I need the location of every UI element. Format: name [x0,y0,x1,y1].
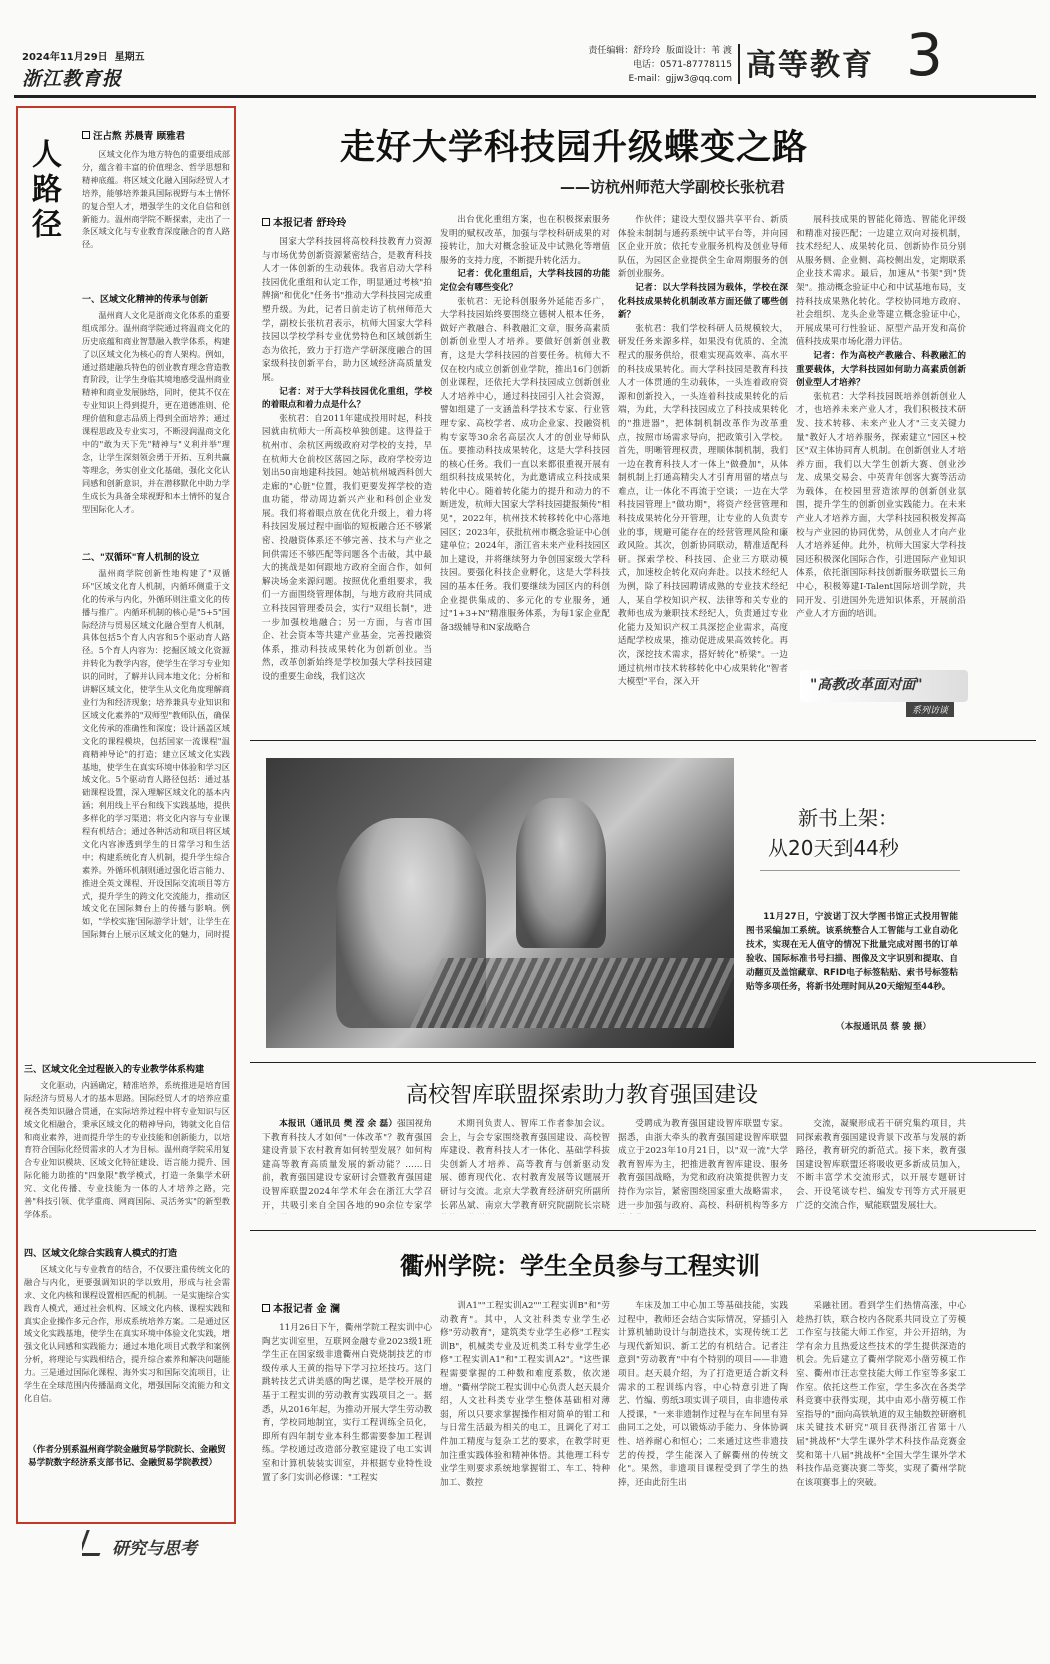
section1-heading: 一、区域文化精神的传承与创新 [82,295,209,305]
think-tank-col3: 受聘成为教育强国建设智库联盟专家。据悉，由浙大牵头的教育强国建设智库联盟成立于2023年10月21日，以"双一流"大学教育智库为主，把推进教育智库建设、服务教育强国战略，为党和政府决策提供智力支持作为宗旨，紧密围绕国家重大战略需求，进一步加强与政府、高校、科研机构等多方 [618,1119,788,1211]
main-article-bottom-rule [250,740,1036,741]
masthead-divider [738,44,740,84]
left-article-author-note: （作者分别系温州商学院金融贸易学院院长、金融贸易学院数字经济系支部书记、金融贸易学院教授） [28,1445,226,1468]
think-tank-col2: 术期刊负责人、智库工作者参加会议。会上，与会专家围绕教育强国建设、高校智库建设、教育科技人才一体化、基础学科拔尖创新人才培养、高等教育与创新驱动发展、德育现代化、农村教育发展等议题展开研讨与交流。北京大学教育经济研究所副所长郭丛斌、南京大学教育研究院副院长宗晓 [440,1119,610,1211]
designer-name: 版面设计：苇 渡 [666,46,732,56]
email: E-mail：gjjw3@qq.com [628,74,732,84]
section3-heading: 三、区域文化全过程嵌入的专业教学体系构建 [24,1065,205,1075]
left-article-authors: 汪占熬 苏晨青 顾雅君 [82,128,232,142]
date: 2024年11月29日 [22,52,108,63]
photo-feature-credit: （本报通讯员 蔡 骏 摄） [836,1022,931,1032]
think-tank-col1: 本报讯（通讯员 樊 滢 余 磊）强国视角下教育科技人才如何"一体改革"？教育强国建设背景下农村教育如何转型发展？如何构建高等教育高质量发展的新动能？……日前，教育强国建设专家研讨会暨教育强国建设智库联盟2024年学术年会在浙江大学召开，共吸引来自全国各地的90余位专家学 [262,1119,432,1211]
main-article-title: 走好大学科技园升级蝶变之路 [340,128,809,168]
think-tank-title: 高校智库联盟探索助力教育强国建设 [406,1083,759,1108]
issue-date [22,48,145,63]
main-article-byline: 本报记者 舒玲玲 [262,214,346,229]
main-article-col3: 作伙伴；建设大型仪器共享平台、新质体验未制制与通药系统中试平台等，并向园区企业开放；依托专业服务机构及创业导师队伍，为园区企业提供全生命周期服务的创新创业服务。 记者：以大学科技园为载体，学校在深化科技成果转化机制改革方面还做了哪些创新？ 张杭君：我们学校科研人员规模较大，研发任务来源多样，如果没有优质的、全流程式的服务供给，很难实现高效率、高水平的科技成果转化。而大学科技园是教育科技人才一体贯通的生动载体，一头连着政府资源和创新投入，一头连着科技成果转化的后端，为此，大学科技园成立了科技成果转化的"推进器"，把体制机制改革作为改革重点，按照市场需求导向，把政策引入学校。首先，明晰管理权责，理顺体制机制，我们一边在教育科技人才一体上"做叠加"，从体制机制上打通高精尖人才引育用留的堵点与难点，让一体化不再流于空谈；一边在大学科技园管理上"做功期"，将资产经营管理和科技成果转化分开管理，让专业的人负责专业的事，规避可能存在的经营管理风险和廉政风险。其次，创新协同联动，精准适配科研。探索学校、科技园、企业三方联动模式，加速校企转化双向奔赴。以技术经纪人为例，除了科技园聘请成熟的专业技术经纪人，某自学校知识产权、法律等和关专业的教师也成为兼职技术经纪人，负责通过专业化能力及知识产权工具深挖企业需求，高度适配学校成果，推动促进成果高效转化。再次，深挖技术需求，搭好转化"桥梁"。一边通过杭州市技术转移转化中心成果转化"智者大模型"平台，深入开 [618,215,788,688]
quzhou-byline: 本报记者 金 澜 [262,1300,340,1315]
quzhou-col1: 11月26日下午，衢州学院工程实训中心陶艺实训室里，互联网金融专业2023级1班学生正在国家级非遗衢州白瓷烧制技艺的市级传承人王黄的指导下学习拉坯技巧。这门跳转技艺式讲美感的陶艺课，是学校开展的基于工程实训的劳动教育实践项目之一。据悉，从2016年起，为推动开展大学生劳动教育，学校同地制宜，实行工程训练全员化，即所有四年制专业本科生都需要参加工程训练。学校通过改造部分教室建设了电工实训室和计算机装装实训室，并根据专业特性设置了多门实训必修课："工程实 [262,1323,432,1483]
pen-icon [82,1530,109,1556]
think-tank-byline: 本报讯（通讯员 樊 滢 余 磊） [279,1119,398,1129]
quzhou-col3: 车床及加工中心加工等基础技能，实践过程中，教师还会结合实际情况，穿插引入计算机辅助设计与制造技术，实现传统工艺与现代新知识、新工艺的有机结合。记者注意到"劳动教育"中有个特别的项目——非遗项目。赵天晨介绍，为了打造更适合新文科需求的工程训练内容，中心特意引进了陶艺、竹编、剪纸3项实训子项目，由非遗传承人授课，"一来非遗制作过程与在车间里有异曲同工之处，可以锻炼动手能力、身体协调性、培养耐心和恒心；二来通过这些非遗技艺的传授，学生能深入了解衢州的传统文化"。果然，非遗项目课程受到了学生的热捧，还由此衍生出 [618,1301,788,1488]
photo-feature-title1: 新书上架： [798,806,898,830]
question-2: 记者：优化重组后，大学科技园的功能定位会有哪些变化？ [440,269,610,293]
section2-heading: 二、"双循环"育人机制的设立 [82,553,200,563]
section-title: 高等教育 [746,48,874,83]
left-article-section2: 二、"双循环"育人机制的设立 温州商学院创新性地构建了"双循环"区域文化育人机制，内循环侧重于文化的传承与内化，外循环则注重文化的传播与推广。内循环机制的核心是"5+5"国际经济与贸易区域文化融合型育人机制，具体包括5个育人内容和5个驱动育人路径。5个育人内容为：挖掘区域文化资源并转化为教学内容，使学生在学习专业知识的同时，了解并认同本地文化；分析和讲解区域文化，使学生从文化角度理解商业行为和经济现象；培养兼具专业知识和区域文化素养的"双师型"教师队伍，确保文化传承的准确性和深度；设计涵盖区域文化的课程模块，包括国家一流课程"温商精神导论"的打造；建立区域文化实践基地，使学生在真实环境中体验和学习区域文化。5个驱动育人路径包括：通过基础课程设置，深入理解区域文化的基本内涵；利用线上平台和线下实践基地，提供多样化的学习渠道；将文化内容与专业课程有机结合；通过各种活动和项目将区域文化内容渗透到学生的日常学习和生活中；构建系统化育人机制，提升学生综合素养。外循环机制则通过强化语言能力、推进全英文课程、开设国际交流项目等方式，提升学生的跨文化交流能力，推动区域文化在国际舞台上的传播与影响。例如，"学校实施'国际游学计划'，让学生在国际舞台上展示区域文化的魅力，同时提 [82,553,230,940]
series-logo: "高教改革面对面" 系列访谈 [800,666,970,720]
left-article-intro: 区域文化作为地方特色的重要组成部分，蕴含着丰富的价值理念、哲学思想和精神底蕴。将区域文化融入国际经贸人才培养，能够培养兼具国际视野与本土情怀的复合型人才，增强学生的文化自信和创新能力。温州商学院不断探索，走出了一条区域文化与专业教育深度融合的育人路径。 [82,149,230,250]
question-4: 记者：作为高校产教融合、科教融汇的重要载体，大学科技园如何助力高素质创新创业型人才培养？ [796,350,966,389]
left-article-section4: 四、区域文化综合实践育人模式的打造 区域文化与专业教育的结合，不仅要注重传统文化的融合与内化，更要强调知识的学以致用，形成与社会需求、文化内核和课程设置相匹配的机制。一是实施综合实践育人模式，通过社会机构、区域文化内核、课程实践和真实企业操作多元合作，形成系统培养方案。二是通过区域文化实践基地，使学生在真实环境中体验文化实践，增强文化认同感和实践能力；通过本地化项目式教学和案例分析，将理论与实践相结合，提升综合素养和解决问题能力。三是通过国际化课程、海外实习和国际交流项目，让学生在全球范围内传播温商文化，增强国际交流能力和文化自信。 [24,1249,230,1403]
page-number: 3 [906,22,943,88]
phone: 电话：0571-87778115 [633,60,732,70]
quzhou-col2: 训A1""工程实训A2""工程实训B"和"劳动教育"。其中，人文社科类专业学生必修"劳动教育"，建筑类专业学生必修"工程实训B"，机械类专业及近机类工科专业学生必修"工程实训A1"和"工程实训A2"。"这些课程需要掌握的工种数和难度系数，依次递增。"衢州学院工程实训中心负责人赵天晨介绍，人文社科类专业学生整体基础相对薄弱，所以只要求掌握操作相对简单的钳工和与日常生活最为相关的电工，且调化了对工件加工精度与复杂工艺的要求，在教学时更加注重实践体验和精神体悟。其他理工科专业学生则要求系统地掌握钳工、车工、特种加工、数控 [440,1301,610,1488]
question-3: 记者：以大学科技园为载体，学校在深化科技成果转化机制改革方面还做了哪些创新？ [618,282,788,321]
masthead-rule [14,95,1036,98]
photo-feature-caption: 11月27日，宁波诺丁汉大学图书馆正式投用智能图书采编加工系统。该系统整合人工智能与工业自动化技术，实现在无人值守的情况下批量完成对图书的订单验收、国际标准书号扫描、图像及文字识别和提取、自动翻页及盖馆藏章、RFID电子标签粘贴、索书号标签粘贴等多项任务，将新书处理时间从20天缩短至44秒。 [746,912,958,992]
left-article-section1: 一、区域文化精神的传承与创新 温州商人文化是浙商文化体系的重要组成部分。温州商学院通过将温商文化的历史底蕴和商业智慧融入教学体系，构建了以区域文化为核心的育人架构。例如，通过搭建融兵特色的创业教育理念营造教育阶段，让学生身临其境地感受温州商业精神和商业发展脉络，同时，使其不仅在专业知识上得到提升，更在道德准则、伦理价值和意志品质上得到全面培养；通过课程思政及专业实习，不断浸润温商文化中的"敢为天下先"精神与"义利并举"理念，让学生深刻领会勇于开拓、互利共赢等理念，务实创业文化基础，强化文化认同感和创新意识，并在潜移默化中助力学生成长为具备全球视野和本土情怀的复合型国际化人才。 [82,295,230,514]
main-article-subtitle: ——访杭州师范大学副校长张杭君 [560,178,786,196]
photo-feature-title2: 从20天到44秒 [768,836,899,860]
main-article-col2: 出台优化重组方案，也在积极探索服务发明的赋权改革，加强与学校科研成果的对接转让，加大对概念验证及中试熟化等增值服务的支持力度，不断提升转化活力。 记者：优化重组后，大学科技园的功能定位会有哪些变化？ 张杭君：无论科创服务外延能否多广，大学科技园始终要围绕立德树人根本任务，做好产教融合、科教融汇文章，服务高素质创新创业型人才培养。要做好创新创业教育，这是大学科技园的首要任务。杭师大不仅在校内成立创新创业学院，推出16门创新创业课程，还依托大学科技园成立创新创业人才培养中心，通过科技园引入社会资源，譬如组建了一支涵盖科学技术专家、行业管理专家、高校学者、成功企业家、投融资机构专家等30余名高层次人才的创业导师队伍。要推动科技成果转化，这是大学科技园的核心任务。我们一直以来都很重视开展有组织科技成果转化，为此邀请成立科技成果转化中心。随着转化能力的提升和动力的不断迸发，杭师大国家大学科技园捷报频传"相见"，2022年，杭州技术转移转化中心落地园区；2023年，获批杭州市概念验证中心创建单位；2024年，浙江省未来产业科技园区加上建设，并将继续努力争创国家级大学科技园。要强化科技企业孵化，这是大学科技园的基本任务。我们要继续为园区内的科创企业提供集成的、多元化的专业服务，通过"1+3+N"精准服务体系，为每1家企业配备3级辅导和N家战略合 [440,215,610,633]
editor-name: 责任编辑：舒玲玲 [588,46,661,56]
main-article-col4: 展科技成果的智能化筛选、智能化评级和精准对接匹配；一边建立双向对接机制，技术经纪人、成果转化员、创新协作员分别从服务侧、企业侧、高校侧出发，定期联系企业技术需求。最后，加速从"书架"到"货架"。推动概念验证中心和中试基地布局，支持科技成果熟化转化。学校协同地方政府、社会组织、龙头企业等建立概念验证中心，开展成果可行性验证、原型产品开发和高价值科技成果市场化潜力评估。 记者：作为高校产教融合、科教融汇的重要载体，大学科技园如何助力高素质创新创业型人才培养？ 张杭君：大学科技园既培养创新创业人才，也培养未来产业人才，我们积极技术研发、技术转移、未来产业人才"三支关键力量"教好人才培养服务，探索建立"园区+校区"双主体协同育人机制。在创新创业人才培养方面，我们以大学生创新大赛、创业沙龙、成果交易会、中英青年创客大赛等活动为载体，在校园里营造浓厚的创新创业氛围，提升学生的创新创业实践能力。在未来产业人才培养方面，大学科技园积极发挥高校与产业园的协同优势，从创业人才向产业人才培养延伸。此外，杭师大国家大学科技园还积极深化国际合作，引进国际产业知识体系，依托浙国际科技创新服务联盟长三角中心，积极筹建I-Talent国际培训学院，共同开发、引进国外先进知识体系，开展前沿产业人才方面的培训。 [796,215,966,620]
photo-bottom-rule [250,1062,1036,1063]
left-article-section3: 三、区域文化全过程嵌入的专业教学体系构建 文化驱动，内涵确定，精准培养，系统推进是培育国际经济与贸易人才的基本思路。国际经贸人才的培养应重视各类知识融合贯通，在实际培养过程中将专业知识与区域文化相融合，秉承区域文化的精神导向，铸就文化自信和商业素养，进而提升学生的专业技能和创新能力，以培育符合国际化经贸需求的人才为目标。温州商学院采用复合专业知识模块、区域文化特征建设、语言能力提升、国际化能力助推的"四象限"教学模式，打造一条集学术研究、文化传播、专业技能为一体的人才培养之路，完善"科技引领、优学重商、网商国际、灵活务实"的新型教学体系。 [24,1065,230,1219]
left-article-title: 人路径 [26,138,61,243]
question-1: 记者：对于大学科技园优化重组，学校的着眼点和着力点是什么？ [262,386,432,411]
section4-heading: 四、区域文化综合实践育人模式的打造 [24,1249,178,1259]
footer-column-logo: 研究与思考 [82,1530,232,1562]
library-photo [266,758,734,1048]
weekday: 星期五 [114,52,145,63]
editor-info [556,44,732,86]
think-tank-bottom-rule [250,1230,1036,1231]
paper-logo: 浙江教育报 [22,68,123,90]
quzhou-title: 衢州学院：学生全员参与工程实训 [400,1252,760,1280]
quzhou-col4: 采融社团。看到学生们热情高涨，中心趁热打铁，联合校内各院系共同设立了劳模工作室与技能大师工作室，并公开招纳，为学有余力且热爱这些技术的学生提供深造的机会。先后建立了衢州学院邓小凿劳模工作室、衢州市汪志堂技能大师工作室等多家工作室。依托这些工作室，学生多次在各类学科竞赛中获得实现，其中由邓小凿劳模工作室指导的"面向高铁轨道的双主轴数控研磨机床关键技术研究"项目获得浙江省第十八届"挑战杯"大学生课外学术科技作品竞赛金奖和第十八届"挑战杯"全国大学生课外学术科技作品竞赛决赛二等奖，实现了衢州学院在该项赛事上的突破。 [796,1301,966,1488]
main-article-col1: 国家大学科技园将高校科技教育力资源与市场优势创新资源紧密结合，是教育科技人才一体创新的生动载体。我省启动大学科技园优化重组和认定工作，明显通过考核"拍牌摘"和优化"任务书"推动大学科技园完成重塑升级。为此，记者日前走访了杭州师范大学，副校长张杭君表示，杭师大国家大学科技园以学校学科专业优势特色和区域创新生态为依托，致力于打造产学研深度融合的国家级科技创新平台，助力区域经济高质量发展。 记者：对于大学科技园优化重组，学校的着眼点和着力点是什么？ 张杭君：自2011年建成投用时起，科技园就由杭师大一所高校单独创建。这得益于杭州市、余杭区两级政府对学校的支持，早在杭师大仓前校区落园之际，政府学校旁边划出50亩地建科技园。她站杭州城西科创大走廊的"心脏"位置，我们更要发挥学校的造血功能，带动周边新兴产业和科创企业发展。我们将着眼点放在优化升级上，着力将科技园发展过程中面临的短板融合还不够紧密、投融资体系还不够完善、技术与产业之间供需还不够匹配等问题各个击破，其中最大的挑战是如何跟地方政府全面合作，如何解决场金来源问题。按照优化重组要求，我们一方面围绕管理体制，与地方政府共同成立科技园管理委员会，实行"双组长制"，进一步加强校地融合；另一方面，与省市国企、社会资本等共建产业基金，完善投融资体系，推动科技成果转化为创新创业。当然，改革创新始终是学校加强大学科技园建设的重要生命线，我们这次 [262,237,432,682]
photo-feature-caption-rule [760,870,960,871]
think-tank-col4: 交流，凝聚形成若干研究集约项目，共同探索教育强国建设背景下改革与发展的新路径，教育研究的新范式。接下来，教育强国建设智库联盟还将吸收更多新成员加入，不断丰富学术交流形式，以开展专题研讨会、开设笔谈专栏、编发专刊等方式开展更广泛的交流合作，赋能联盟发展壮大。 [796,1119,966,1211]
